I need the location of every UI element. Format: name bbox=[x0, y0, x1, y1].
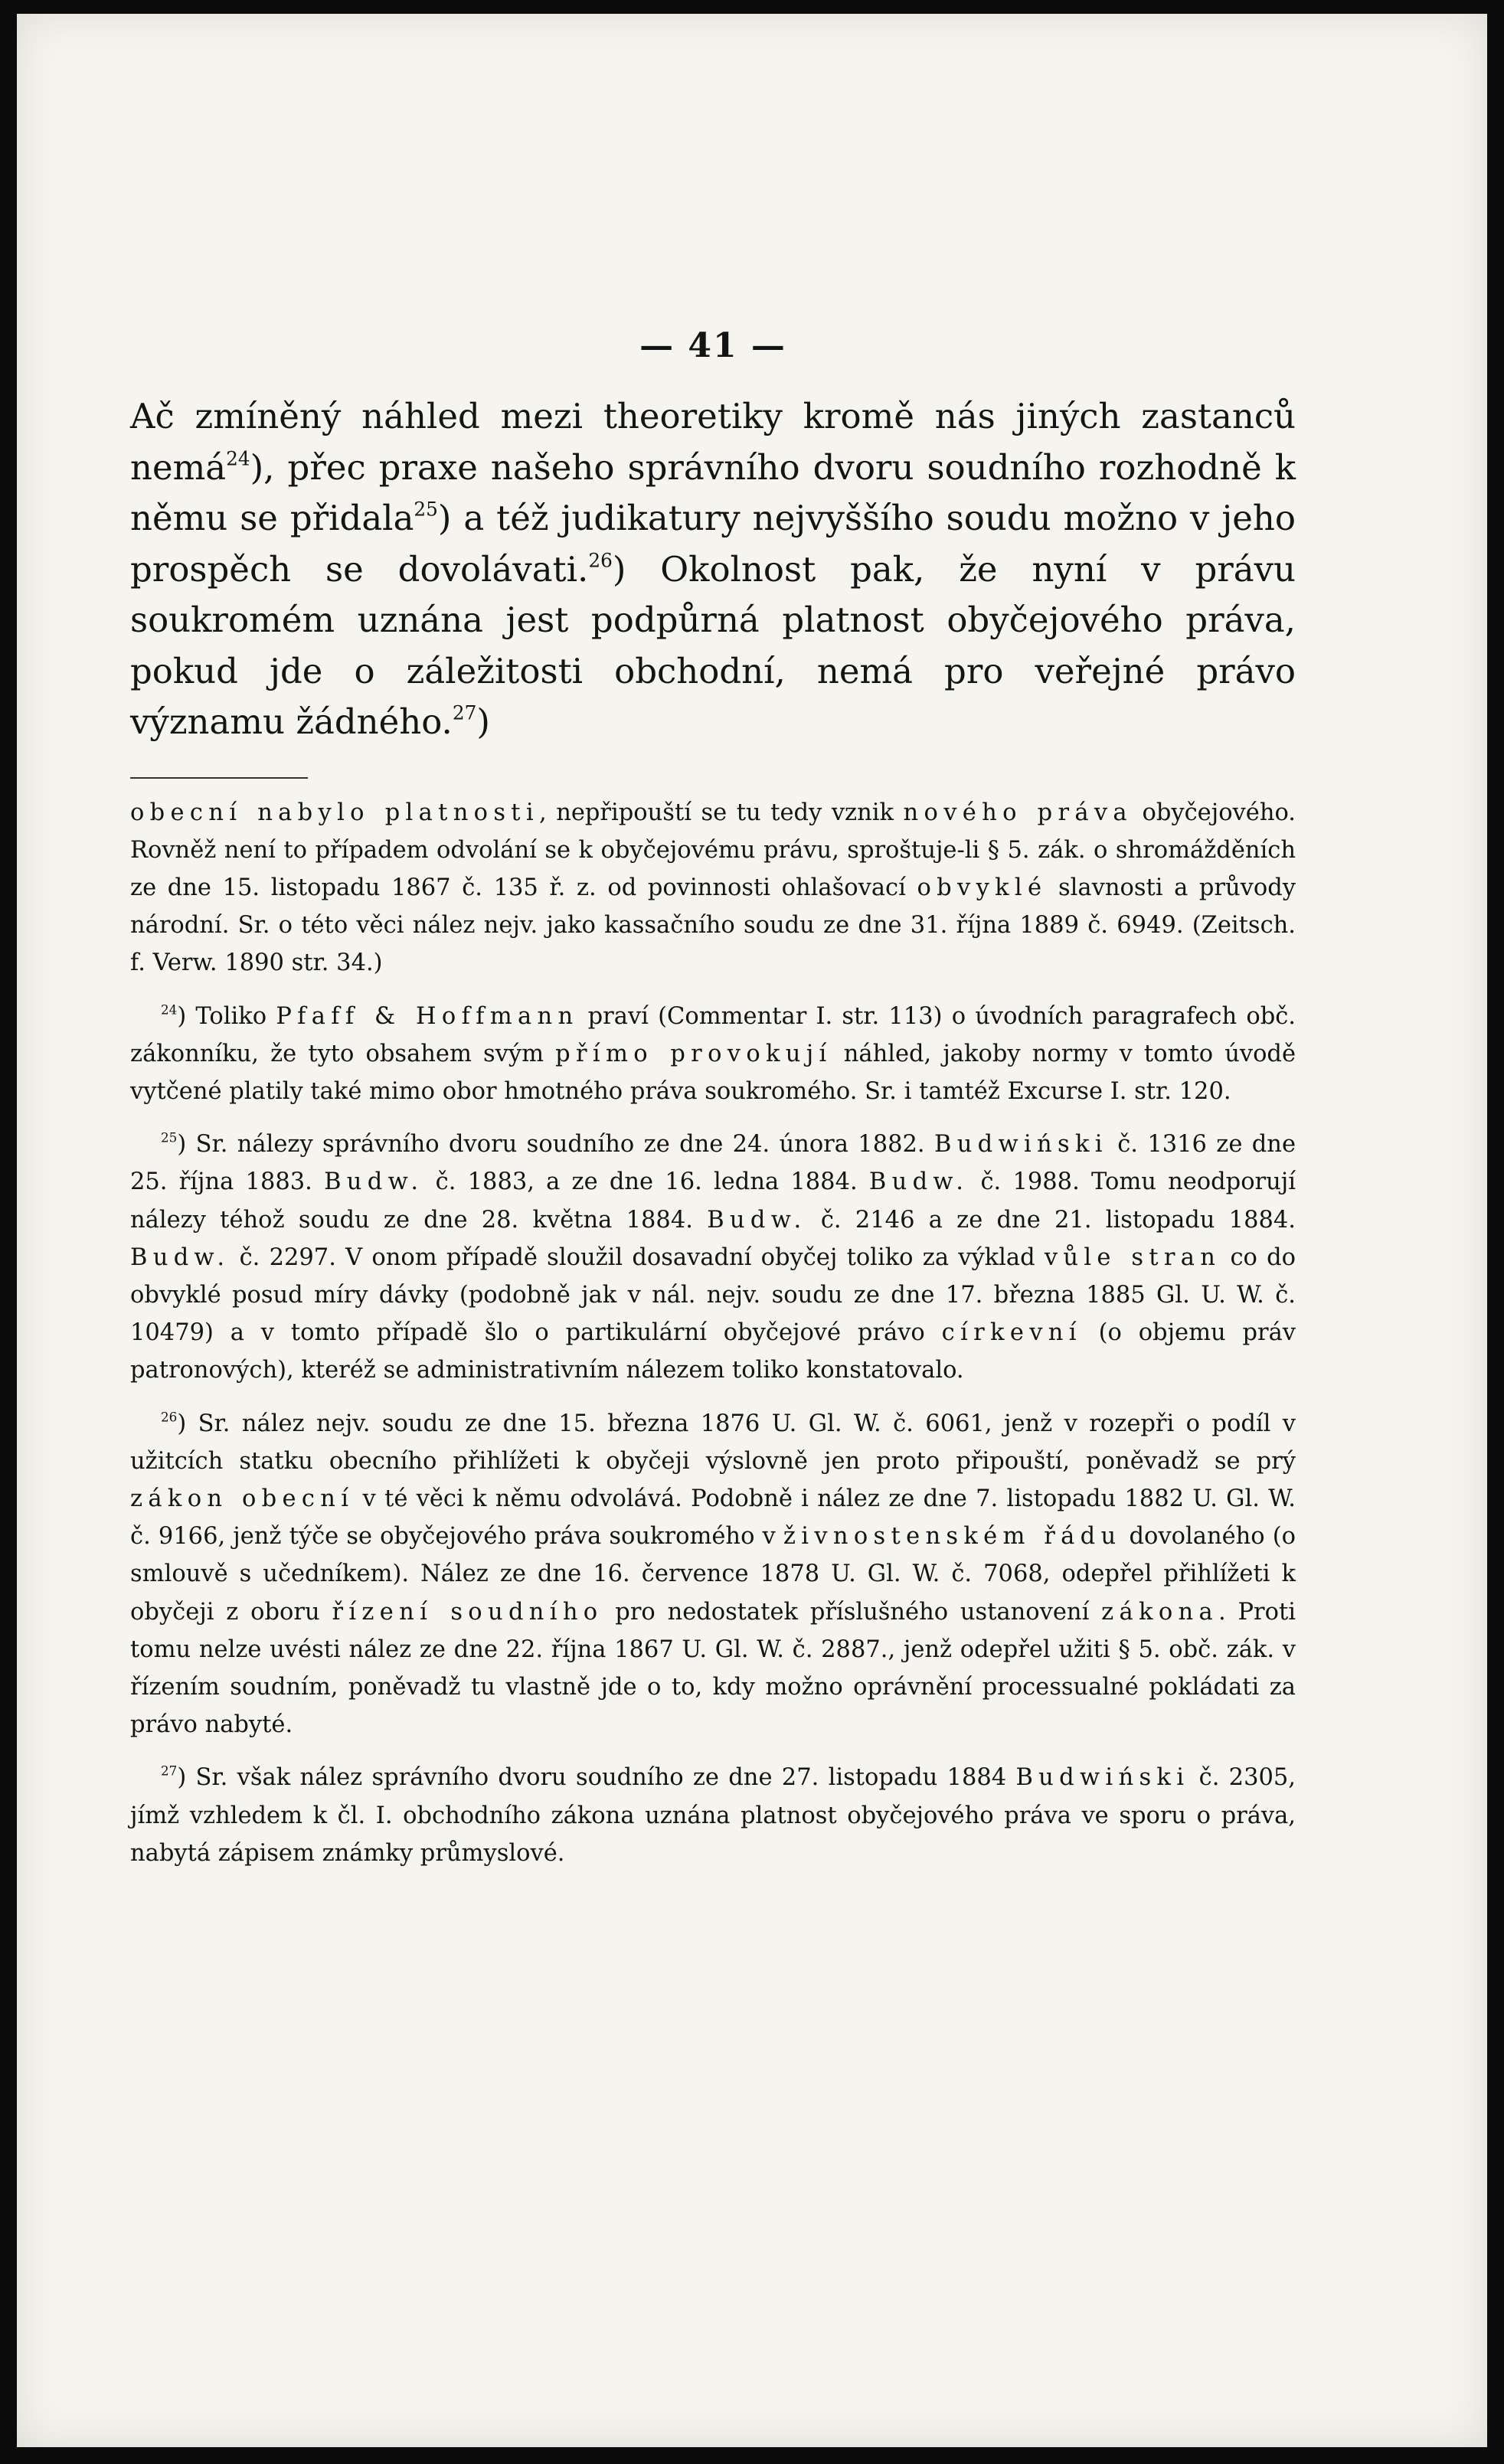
footnote-continuation: obecní nabylo platnosti, nepřipouští se tu tedy vznik nového práva obyčejového. Rovněž není to případem odvolání se k obyčejovému právu, sproštuje-li § 5. zák. o shromážděních ze dne 15. listopadu 1867 č. 135 ř. z. od povinnosti ohlašovací obvyklé slavnosti a průvody národní. Sr. o této věci nález nejv. jako kassačního soudu ze dne 31. října 1889 č. 6949. (Zeitsch. f. Verw. 1890 str. 34.) bbox=[130, 799, 1296, 977]
footnote-ref-25: 25 bbox=[414, 498, 438, 521]
footnote-mark-25: 25 bbox=[161, 1129, 178, 1145]
footnote-mark-24: 24 bbox=[161, 1001, 178, 1017]
page-number: — 41 — bbox=[639, 326, 786, 365]
footnote-ref-27: 27 bbox=[452, 701, 477, 724]
text-block bbox=[130, 326, 1296, 1872]
footnote-separator bbox=[130, 777, 308, 779]
footnote-26: $^{26}$) Sr. nález nejv. soudu ze dne 15. března 1876 U. Gl. W. č. 6061, jenž v rozepři o podíl v užitcích statku obecního přihlížeti k obyčeji výslovně jen proto připouští, poněvadž se prý zákon obecní v té věci k němu odvolává. Podobně i nález ze dne 7. listopadu 1882 U. Gl. W. č. 9166, jenž týče se obyčejového práva soukromého v živnostenském řádu dovolaného (o smlouvě s učedníkem). Nález ze dne 16. července 1878 U. Gl. W. č. 7068, odepřel přihlížeti k obyčeji z oboru řízení soudního pro nedostatek příslušného ustanovení zákona. Proti tomu nelze uvésti nález ze dne 22. října 1867 U. Gl. W. č. 2887., jenž odepřel užiti § 5. obč. zák. v řízením soudním, poněvadž tu vlastně jde o to, kdy možno oprávnění processualné pokládati za právo nabyté. bbox=[130, 1408, 1296, 1739]
footnote-mark-26: 26 bbox=[161, 1408, 178, 1424]
main-paragraph: Ač zmíněný náhled mezi theoretiky kromě nás jiných zastanců nemá$^{24}$), přec praxe našeho správního dvoru soudního rozhodně k němu se přidala$^{25}$) a též judikatury nejvyššího soudu možno v jeho prospěch se dovolávati.$^{26}$) Okolnost pak, že nyní v právu soukromém uznána jest podpůrná platnost obyčejového práva, pokud jde o záležitosti obchodní, nemá pro veřejné právo významu žádného.$^{27}$) bbox=[130, 396, 1296, 742]
footnote-ref-24: 24 bbox=[226, 446, 250, 469]
scanned-page bbox=[17, 14, 1487, 2447]
footnote-27: $^{27}$) Sr. však nález správního dvoru soudního ze dne 27. listopadu 1884 Budwiński č. 2305, jímž vzhledem k čl. I. obchodního zákona uznána platnost obyčejového práva ve sporu o práva, nabytá zápisem známky průmyslové. bbox=[130, 1763, 1296, 1867]
footnote-25: $^{25}$) Sr. nálezy správního dvoru soudního ze dne 24. února 1882. Budwiński č. 1316 ze dne 25. října 1883. Budw. č. 1883, a ze dne 16. ledna 1884. Budw. č. 1988. Tomu neodporují nálezy téhož soudu ze dne 28. května 1884. Budw. č. 2146 a ze dne 21. listopadu 1884. Budw. č. 2297. V onom případě sloužil dosavadní obyčej toliko za výklad vůle stran co do obvyklé posud míry dávky (podobně jak v nál. nejv. soudu ze dne 17. března 1885 Gl. U. W. č. 10479) a v tomto případě šlo o partikulární obyčejové právo církevní (o objemu práv patronových), kteréž se administrativním nálezem toliko konstatovalo. bbox=[130, 1129, 1296, 1384]
footnote-ref-26: 26 bbox=[588, 548, 613, 571]
footnote-24: $^{24}$) Toliko Pfaff & Hoffmann praví (Commentar I. str. 113) o úvodních paragrafech obč. zákonníku, že tyto obsahem svým přímo provokují náhled, jakoby normy v tomto úvodě vytčené platily také mimo obor hmotného práva soukromého. Sr. i tamtéž Excurse I. str. 120. bbox=[130, 1001, 1296, 1105]
footnote-mark-27: 27 bbox=[161, 1763, 178, 1779]
